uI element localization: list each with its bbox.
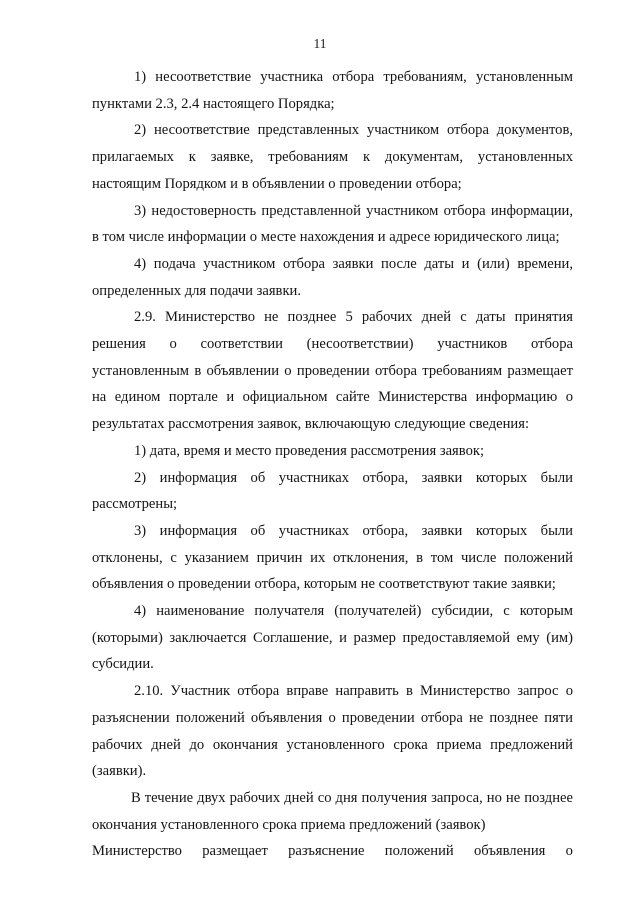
paragraph-2: 2) несоответствие представленных участником отбора документов, прилагаемых к заявке, требованиям к документам, установленных настоящим Порядком и в объявлении о проведении отбора; bbox=[92, 122, 573, 192]
last-line-word: размещает bbox=[202, 843, 268, 860]
document-body bbox=[92, 64, 573, 865]
last-line-word: разъяснение bbox=[288, 843, 365, 860]
last-line-word: объявления bbox=[473, 843, 546, 860]
paragraph-11: В течение двух рабочих дней со дня получения запроса, но не позднее окончания установленного срока приема предложений (заявок) bbox=[92, 789, 573, 833]
paragraph-6: 1) дата, время и место проведения рассмотрения заявок; bbox=[134, 442, 485, 459]
paragraph-7: 2) информация об участниках отбора, заявки которых были рассмотрены; bbox=[92, 469, 573, 513]
paragraph-5: 2.9. Министерство не позднее 5 рабочих дней с даты принятия решения о соответствии (несоответствии) участников отбора установленным в объявлении о проведении отбора требованиям размещает на едином портале и официальном сайте Министерства информацию о результатах рассмотрения заявок, включающую следующие сведения: bbox=[92, 309, 573, 433]
last-line-word: о bbox=[565, 843, 573, 860]
paragraph-4: 4) подача участником отбора заявки после даты и (или) времени, определенных для подачи заявки. bbox=[92, 255, 573, 299]
last-line-word: Министерство bbox=[92, 843, 182, 860]
paragraph-1: 1) несоответствие участника отбора требованиям, установленным пунктами 2.3, 2.4 настоящего Порядка; bbox=[92, 69, 573, 112]
paragraph-9: 4) наименование получателя (получателей) субсидии, с которым (которыми) заключается Соглашение, и размер предоставляемой ему (им) субсидии. bbox=[92, 603, 573, 673]
paragraph-10: 2.10. Участник отбора вправе направить в Министерство запрос о разъяснении положений объявления о проведении отбора не позднее пяти рабочих дней до окончания установленного срока приема предложений (заявки). bbox=[92, 683, 573, 780]
page-number: 11 bbox=[313, 36, 327, 51]
last-line-word: положений bbox=[384, 843, 454, 860]
paragraph-8: 3) информация об участниках отбора, заявки которых были отклонены, с указанием причин их отклонения, в том числе положений объявления о проведении отбора, которым не соответствуют такие заявки; bbox=[92, 522, 573, 593]
paragraph-11-last-line bbox=[92, 838, 573, 865]
paragraph-3: 3) недостоверность представленной участником отбора информации, в том числе информации о месте нахождения и адресе юридического лица; bbox=[92, 202, 573, 246]
